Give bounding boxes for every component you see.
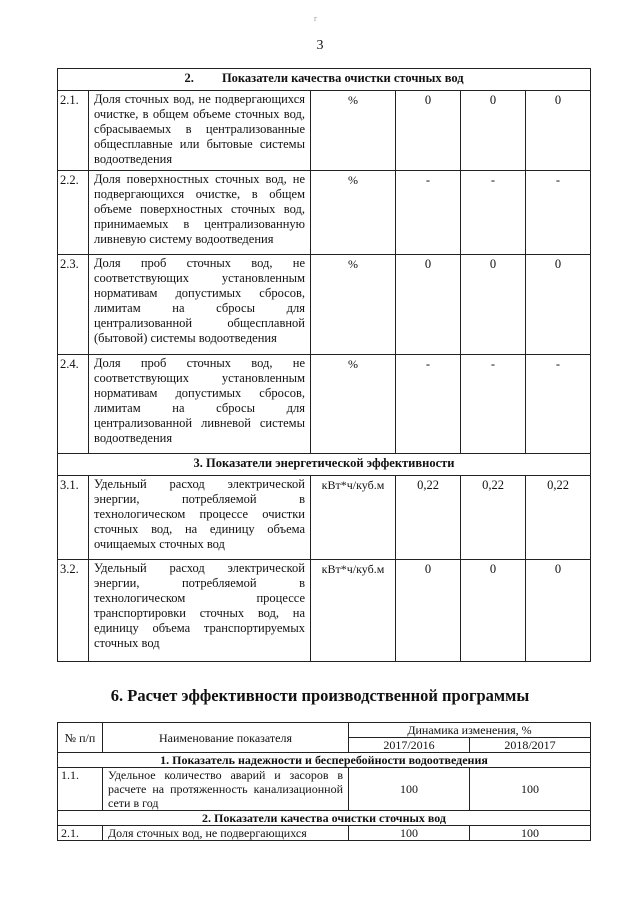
value-cell: 0,22 bbox=[396, 476, 461, 560]
value-cell: - bbox=[396, 171, 461, 255]
value-cell: 100 bbox=[470, 826, 591, 841]
indicators-table bbox=[57, 68, 591, 662]
section-header bbox=[58, 454, 591, 476]
indicator-name: Удельное количество аварий и засоров в расчете на протяженность канализационной сети в год bbox=[103, 768, 349, 811]
table-row bbox=[58, 476, 591, 560]
unit-cell: % bbox=[311, 355, 396, 454]
table-row bbox=[58, 826, 591, 841]
value-cell: - bbox=[526, 355, 591, 454]
indicator-name: Доля проб сточных вод, не соответствующих установленным нормативам допустимых сбросов, лимитам на сбросы для централизованной общесплавной (бытовой) системы водоотведения bbox=[89, 255, 311, 355]
value-cell: 0 bbox=[396, 91, 461, 171]
scan-mark: г bbox=[314, 14, 318, 23]
row-number: 2.2. bbox=[58, 171, 89, 255]
section-header bbox=[58, 753, 591, 768]
table-row bbox=[58, 171, 591, 255]
indicator-name: Удельный расход электрической энергии, потребляемой в технологическом процессе очистки сточных вод, на единицу объема очищаемых сточных вод bbox=[89, 476, 311, 560]
value-cell: 0 bbox=[396, 255, 461, 355]
unit-cell: кВт*ч/куб.м bbox=[311, 476, 396, 560]
section-header bbox=[58, 69, 591, 91]
value-cell: 0 bbox=[461, 560, 526, 662]
value-cell: 0 bbox=[461, 255, 526, 355]
value-cell: 0,22 bbox=[461, 476, 526, 560]
row-number: 2.4. bbox=[58, 355, 89, 454]
value-cell: 0 bbox=[461, 91, 526, 171]
row-number: 2.3. bbox=[58, 255, 89, 355]
indicator-name: Доля поверхностных сточных вод, не подвергающихся очистке, в общем объеме поверхностных сточных вод, принимаемых в централизованную ливневую систему водоотведения bbox=[89, 171, 311, 255]
section-title: 2. Показатели качества очистки сточных вод bbox=[58, 69, 591, 91]
unit-cell: кВт*ч/куб.м bbox=[311, 560, 396, 662]
indicator-name: Удельный расход электрической энергии, потребляемой в технологическом процессе транспортировки сточных вод, на единицу объема транспортируемых сточных вод bbox=[89, 560, 311, 662]
efficiency-table bbox=[57, 722, 591, 841]
section-title: 2. Показатели качества очистки сточных вод bbox=[58, 811, 591, 826]
table-row bbox=[58, 768, 591, 811]
value-cell: - bbox=[526, 171, 591, 255]
section-header bbox=[58, 811, 591, 826]
section-title: 3. Показатели энергетической эффективности bbox=[58, 454, 591, 476]
indicator-name: Доля сточных вод, не подвергающихся bbox=[103, 826, 349, 841]
page-number: 3 bbox=[316, 38, 324, 53]
value-cell: 0 bbox=[396, 560, 461, 662]
table-row bbox=[58, 355, 591, 454]
unit-cell: % bbox=[311, 171, 396, 255]
section-heading: 6. Расчет эффективности производственной программы bbox=[110, 686, 530, 705]
value-cell: 0 bbox=[526, 255, 591, 355]
col-header-dynamics: Динамика изменения, % bbox=[349, 723, 591, 738]
value-cell: - bbox=[396, 355, 461, 454]
col-header-year: 2017/2016 bbox=[349, 738, 470, 753]
row-number: 3.1. bbox=[58, 476, 89, 560]
value-cell: 100 bbox=[349, 826, 470, 841]
indicator-name: Доля сточных вод, не подвергающихся очистке, в общем объеме сточных вод, сбрасываемых в централизованные общесплавные или бытовые системы водоотведения bbox=[89, 91, 311, 171]
table-row bbox=[58, 255, 591, 355]
table-row bbox=[58, 560, 591, 662]
row-number: 1.1. bbox=[58, 768, 103, 811]
value-cell: - bbox=[461, 171, 526, 255]
section-title: 1. Показатель надежности и бесперебойности водоотведения bbox=[58, 753, 591, 768]
row-number: 3.2. bbox=[58, 560, 89, 662]
indicator-name: Доля проб сточных вод, не соответствующих установленным нормативам допустимых сбросов, лимитам на сбросы для централизованной ливневой системы водоотведения bbox=[89, 355, 311, 454]
value-cell: 0 bbox=[526, 91, 591, 171]
value-cell: 100 bbox=[470, 768, 591, 811]
col-header-name: Наименование показателя bbox=[103, 723, 349, 753]
unit-cell: % bbox=[311, 91, 396, 171]
value-cell: - bbox=[461, 355, 526, 454]
value-cell: 100 bbox=[349, 768, 470, 811]
header-row bbox=[58, 723, 591, 738]
value-cell: 0,22 bbox=[526, 476, 591, 560]
value-cell: 0 bbox=[526, 560, 591, 662]
row-number: 2.1. bbox=[58, 91, 89, 171]
table-row bbox=[58, 91, 591, 171]
row-number: 2.1. bbox=[58, 826, 103, 841]
unit-cell: % bbox=[311, 255, 396, 355]
col-header-number: № п/п bbox=[58, 723, 103, 753]
col-header-year: 2018/2017 bbox=[470, 738, 591, 753]
